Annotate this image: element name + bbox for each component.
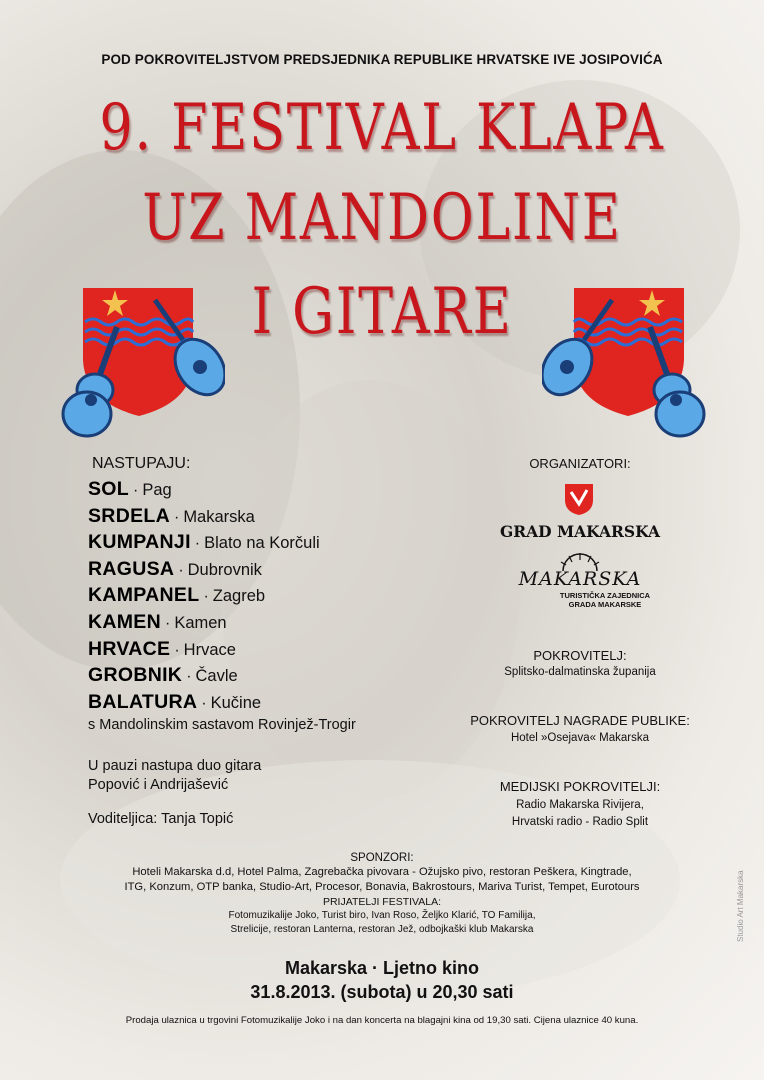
pause-line-1: U pauzi nastupa duo gitara: [88, 758, 262, 774]
design-credit: Studio Art Makarska: [736, 870, 745, 942]
audience-award-name: Hotel »Osejava« Makarska: [510, 732, 650, 744]
separator: ·: [174, 641, 180, 659]
performer-name: RAGUSA: [88, 557, 175, 580]
list-item: [88, 478, 320, 505]
event-datetime: 31.8.2013. (subota) u 20,30 sati: [250, 982, 514, 1002]
ticket-info: Prodaja ulaznica u trgovini Fotomuzikalije Joko i na dan koncerta na blagajni kina od 19,30 sati. Cijena ulaznice 40 kuna.: [125, 1015, 639, 1026]
separator: ·: [133, 482, 139, 499]
separator: ·: [173, 508, 180, 526]
title-line-1: 9. FESTIVAL KLAPA: [99, 91, 665, 165]
tourist-logo-sub: [490, 591, 720, 609]
performer-place: Hrvace: [183, 640, 236, 659]
performer-name: SOL: [88, 478, 129, 500]
separator: ·: [203, 588, 209, 606]
city-logo-text: GRAD MAKARSKA: [500, 522, 660, 541]
performer-name: HRVACE: [88, 637, 171, 660]
patron-name: Splitsko-dalmatinska županija: [504, 666, 656, 678]
friends-line-2: Strelicije, restoran Lanterna, restoran Jež, odbojkaški klub Makarska: [230, 924, 534, 935]
separator: ·: [165, 614, 171, 632]
audience-award-label: POKROVITELJ NAGRADE PUBLIKE:: [470, 713, 690, 728]
performers-note: s Mandolinskim sastavom Rovinjež-Trogir: [88, 717, 356, 733]
sponsors-line-1: Hoteli Makarska d.d, Hotel Palma, Zagrebačka pivovara - Ožujsko pivo, restoran Peškera, Kingtrade,: [132, 866, 632, 878]
list-item: [88, 691, 320, 718]
list-item: [88, 584, 320, 611]
performer-name: SRDELA: [88, 504, 170, 527]
patronage-line: POD POKROVITELJSTVOM PREDSJEDNIKA REPUBLIKE HRVATSKE IVE JOSIPOVIĆA: [101, 52, 663, 67]
list-item: [88, 558, 320, 585]
title-line-2: UZ MANDOLINE: [142, 181, 622, 255]
organizers-label: ORGANIZATORI:: [529, 456, 631, 471]
tourist-logo-word: MAKARSKA: [518, 568, 642, 590]
media-label: MEDIJSKI POKROVITELJI:: [499, 779, 661, 794]
tourist-logo-sub-2: GRADA MAKARSKE: [568, 600, 642, 609]
friends-line-1: Fotomuzikalije Joko, Turist biro, Ivan Roso, Željko Klarić, TO Familija,: [228, 910, 536, 921]
separator: ·: [201, 694, 207, 712]
sponsors-label: SPONZORI:: [350, 852, 414, 864]
performer-place: Pag: [142, 481, 172, 499]
performers-list: [88, 478, 320, 717]
media-line-1: Radio Makarska Rivijera,: [516, 799, 644, 811]
event-venue: Makarska · Ljetno kino: [284, 958, 480, 978]
sponsors-block: [0, 851, 764, 937]
list-item: [88, 638, 320, 665]
patron-label: POKROVITELJ:: [533, 648, 627, 663]
performer-place: Makarska: [183, 507, 255, 526]
right-emblem: [542, 282, 712, 442]
pause-info: [88, 757, 261, 795]
friends-label: PRIJATELJI FESTIVALA:: [322, 896, 442, 908]
list-item: [88, 531, 320, 558]
performer-place: Kamen: [174, 613, 227, 632]
pause-line-2: Popović i Andrijašević: [88, 777, 229, 793]
separator: ·: [194, 535, 201, 553]
performer-place: Dubrovnik: [187, 560, 262, 579]
title-line-3: I GITARE: [251, 275, 513, 349]
city-crest-icon: [561, 482, 597, 516]
performer-place: Blato na Korčuli: [204, 534, 320, 553]
performers-heading: NASTUPAJU:: [92, 455, 191, 472]
tourist-logo-sub-1: TURISTIČKA ZAJEDNICA: [559, 591, 651, 600]
media-line-2: Hrvatski radio - Radio Split: [511, 816, 649, 828]
list-item: [88, 664, 320, 691]
performer-name: GROBNIK: [88, 664, 183, 687]
left-emblem: [55, 282, 225, 442]
performer-name: KUMPANJI: [88, 531, 191, 554]
performer-name: BALATURA: [88, 690, 198, 713]
performer-place: Zagreb: [212, 587, 266, 606]
list-item: [88, 505, 320, 532]
separator: ·: [178, 561, 184, 579]
performer-place: Kučine: [210, 693, 262, 712]
host-line: Voditeljica: Tanja Topić: [88, 811, 234, 827]
event-info: [0, 956, 764, 1004]
performer-name: KAMPANEL: [88, 584, 200, 607]
performer-place: Čavle: [195, 667, 238, 686]
performer-name: KAMEN: [88, 610, 161, 633]
sponsors-line-2: ITG, Konzum, OTP banka, Studio-Art, Procesor, Bonavia, Bakrostours, Mariva Turist, Tempet, Eurotours: [124, 881, 640, 893]
list-item: [88, 611, 320, 638]
separator: ·: [186, 668, 192, 686]
